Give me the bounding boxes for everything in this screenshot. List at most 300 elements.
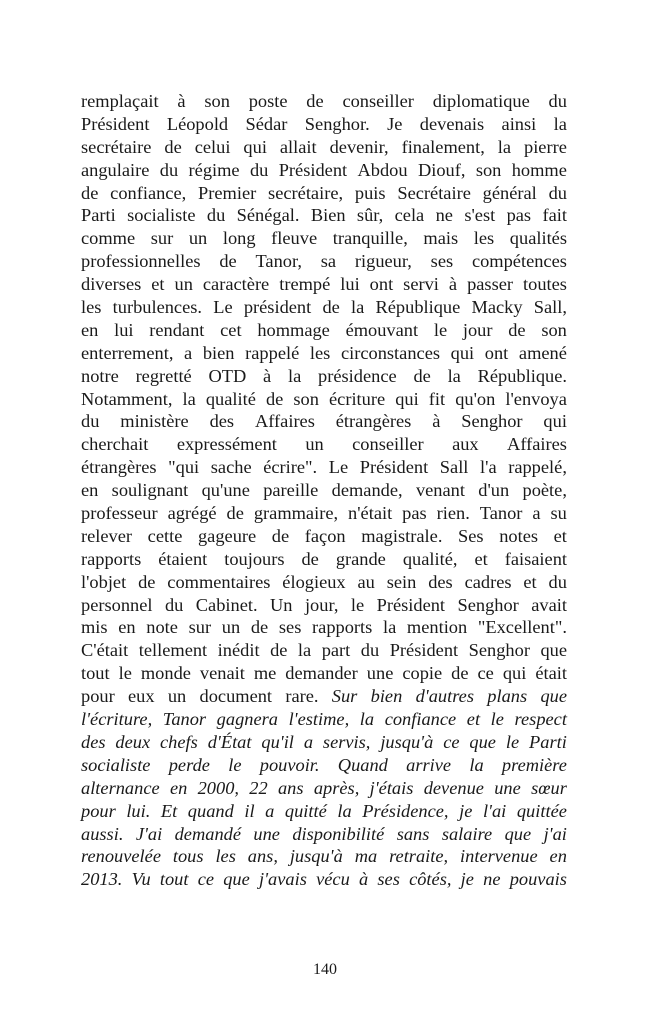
text-word: alternance xyxy=(81,777,160,798)
text-line xyxy=(81,113,567,136)
text-line xyxy=(81,456,567,479)
text-word: n'était xyxy=(348,503,393,524)
text-word: à xyxy=(177,91,186,111)
text-word: la xyxy=(297,640,312,661)
text-word: le xyxy=(350,594,365,615)
text-word: cette xyxy=(147,525,183,546)
text-word: de xyxy=(226,503,244,524)
text-line xyxy=(81,250,567,273)
text-word: pierre xyxy=(524,136,567,157)
text-word: du xyxy=(360,640,380,661)
text-line xyxy=(81,571,567,594)
text-word: du xyxy=(548,91,567,111)
text-word: long xyxy=(222,228,256,249)
text-word: mais xyxy=(423,228,459,249)
text-word: a xyxy=(303,731,314,752)
text-word: compétences xyxy=(471,251,567,272)
text-word: le xyxy=(433,319,448,340)
text-word: tout xyxy=(81,663,110,684)
text-word: l'ai xyxy=(482,800,507,821)
text-word: grande xyxy=(335,548,386,569)
text-word: Président xyxy=(376,594,446,615)
text-word: de xyxy=(265,388,284,409)
text-word: rappelé, xyxy=(508,457,567,478)
text-word: remplaçait xyxy=(81,91,159,111)
text-word: jusqu'à xyxy=(289,846,343,867)
text-word: que xyxy=(223,869,250,890)
text-word: la xyxy=(497,136,512,157)
text-word: Tanor xyxy=(479,503,523,524)
text-word: servis, xyxy=(322,731,371,752)
text-word: son xyxy=(541,319,567,340)
text-word: ce xyxy=(443,731,460,752)
text-word: confiance, xyxy=(110,182,187,203)
text-word: je xyxy=(460,869,474,890)
text-word: rendant xyxy=(149,319,205,340)
text-word: Président xyxy=(81,113,150,134)
text-word: j'étais xyxy=(369,777,414,798)
text-word: Sall xyxy=(439,457,469,478)
text-word: un xyxy=(305,434,324,455)
text-word: "Excellent". xyxy=(477,617,567,638)
text-word: part xyxy=(321,640,351,661)
text-word: ses xyxy=(430,251,454,272)
text-word: allait xyxy=(279,136,317,157)
text-word: devenir, xyxy=(329,136,389,157)
text-word: demande, xyxy=(331,480,403,501)
text-word: tout xyxy=(159,869,189,890)
text-word: du xyxy=(81,411,100,432)
text-word: République xyxy=(375,297,461,318)
text-word: celui xyxy=(194,136,231,157)
text-word: a xyxy=(184,342,193,363)
text-word: Le xyxy=(328,457,349,478)
text-word: sa xyxy=(320,251,337,272)
text-line xyxy=(81,296,567,319)
text-word: angulaire xyxy=(81,159,150,180)
text-line xyxy=(81,639,567,662)
text-word: étaient xyxy=(158,548,208,569)
text-word: en xyxy=(118,617,136,638)
text-word: lui xyxy=(340,274,360,295)
text-word: Affaires xyxy=(507,434,567,455)
text-word: passer xyxy=(467,274,514,295)
text-word: quittée xyxy=(516,800,567,821)
text-word: faisaient xyxy=(504,548,567,569)
text-word: le xyxy=(118,663,132,684)
text-word: le xyxy=(505,731,520,752)
text-line xyxy=(81,159,567,182)
text-line xyxy=(81,777,567,800)
text-word: ministère xyxy=(120,411,189,432)
text-word: était xyxy=(535,663,567,684)
text-word: gageure xyxy=(197,525,257,546)
text-word: cadres xyxy=(464,571,512,592)
text-line xyxy=(81,868,567,891)
text-word: diverses xyxy=(81,274,142,295)
text-word: la xyxy=(337,800,352,821)
text-word: professeur xyxy=(81,503,158,524)
text-word-italic: plans xyxy=(487,686,528,707)
text-word: de xyxy=(138,571,156,592)
text-word: écrire". xyxy=(263,457,318,478)
text-word: j'ai xyxy=(543,823,567,844)
text-word: fleuve xyxy=(271,228,318,249)
text-word: Bien xyxy=(310,205,346,226)
text-line xyxy=(81,479,567,502)
text-word: pas xyxy=(402,503,427,524)
text-word: de xyxy=(271,525,290,546)
text-word: demander xyxy=(285,663,358,684)
text-word: pas xyxy=(506,205,532,226)
text-word: élogieux xyxy=(282,571,346,592)
text-word: pareille xyxy=(263,480,319,501)
text-word: sœur xyxy=(531,777,567,798)
text-line xyxy=(81,548,567,571)
text-word: comme xyxy=(81,228,136,249)
text-word: socialiste xyxy=(127,205,196,226)
text-word: qui xyxy=(543,411,567,432)
text-word: enterrement, xyxy=(81,342,174,363)
text-word: cherchait xyxy=(81,434,149,455)
text-word: d'un xyxy=(478,480,510,501)
text-word: Sédar xyxy=(245,113,288,134)
text-word-italic: d'autres xyxy=(415,686,475,707)
text-line xyxy=(81,823,567,846)
text-word: la xyxy=(447,365,461,386)
text-line xyxy=(81,319,567,342)
text-word: note xyxy=(146,617,178,638)
text-word: Cabinet. xyxy=(195,594,258,615)
text-word: Diouf, xyxy=(417,159,466,180)
text-word: Ses xyxy=(458,525,484,546)
text-word: Sall, xyxy=(533,297,567,318)
text-word: l'a xyxy=(480,457,497,478)
text-word: l'envoya xyxy=(505,388,567,409)
text-word: du xyxy=(164,594,184,615)
text-word: fit xyxy=(428,388,446,409)
text-word: s'est xyxy=(464,205,496,226)
text-word: professionnelles xyxy=(81,251,201,272)
text-word: disponibilité xyxy=(292,823,385,844)
body-text xyxy=(81,90,567,891)
text-word: Senghor xyxy=(457,594,519,615)
text-word: l'écriture, xyxy=(81,709,153,730)
text-word: ses xyxy=(278,617,302,638)
text-word: J'ai xyxy=(135,823,163,844)
text-word: écriture xyxy=(329,388,386,409)
text-line xyxy=(81,754,567,777)
text-word: rigueur, xyxy=(354,251,412,272)
text-word: trempé xyxy=(279,274,331,295)
text-word: vécu xyxy=(316,869,350,890)
text-word: deux xyxy=(115,731,151,752)
text-word: en xyxy=(81,480,99,501)
text-word: conseiller xyxy=(352,434,424,455)
text-line xyxy=(81,685,567,708)
text-word: lui. xyxy=(126,800,151,821)
text-word: su xyxy=(550,503,567,524)
text-word: la xyxy=(182,388,196,409)
text-word: je xyxy=(459,800,473,821)
text-word: des xyxy=(428,571,453,592)
text-word: ont xyxy=(369,274,394,295)
text-word: C'était xyxy=(81,640,129,661)
text-word: qu'une xyxy=(201,480,250,501)
text-word: de xyxy=(250,617,269,638)
text-word: sûr, xyxy=(356,205,384,226)
text-word: hommage xyxy=(257,319,330,340)
text-word: son xyxy=(293,388,319,409)
text-word: magistrale. xyxy=(361,525,443,546)
text-word: il xyxy=(244,800,255,821)
text-word: ce xyxy=(477,663,494,684)
text-word: intervenue xyxy=(460,846,538,867)
text-line xyxy=(81,204,567,227)
text-word: circonstances xyxy=(340,342,441,363)
text-word: Vu xyxy=(131,869,151,890)
text-word: qui xyxy=(395,388,419,409)
text-word: rien. xyxy=(436,503,470,524)
text-line xyxy=(81,708,567,731)
text-word: une xyxy=(253,823,280,844)
text-word: Senghor. xyxy=(304,113,370,134)
text-word: chefs xyxy=(160,731,198,752)
text-word: l'objet xyxy=(81,571,127,592)
text-word: Le xyxy=(213,297,233,318)
text-line xyxy=(81,365,567,388)
text-word: une xyxy=(366,663,394,684)
text-word: me xyxy=(253,663,277,684)
text-word: copie xyxy=(402,663,443,684)
text-line xyxy=(81,273,567,296)
text-word: secrétaire, xyxy=(268,182,344,203)
text-word: caractère xyxy=(202,274,270,295)
text-word: eux xyxy=(128,686,155,707)
text-word: notre xyxy=(81,365,119,386)
text-word: ma xyxy=(354,846,378,867)
text-word: une xyxy=(494,777,521,798)
text-word: avait xyxy=(531,594,567,615)
text-word: Un xyxy=(270,594,293,615)
text-word: pouvais xyxy=(509,869,567,890)
text-word: socialiste xyxy=(81,754,151,775)
text-word: des xyxy=(209,411,235,432)
text-word: Présidence, xyxy=(362,800,449,821)
text-word: du xyxy=(159,159,179,180)
text-word: rapports xyxy=(312,617,373,638)
text-line xyxy=(81,388,567,411)
text-word: Sénégal. xyxy=(236,205,300,226)
text-word: du xyxy=(548,182,567,203)
text-word: Parti xyxy=(529,731,567,752)
text-word: Président xyxy=(389,640,459,661)
text-word: toujours xyxy=(224,548,285,569)
text-word: la xyxy=(287,365,302,386)
text-word: côtés, xyxy=(409,869,452,890)
text-word: qu'il xyxy=(261,731,294,752)
text-word: monde xyxy=(140,663,191,684)
page-number: 140 xyxy=(313,961,337,978)
text-word: de xyxy=(508,319,526,340)
text-word: cela xyxy=(394,205,425,226)
text-word: République. xyxy=(477,365,567,386)
text-word: j'avais xyxy=(259,869,307,890)
text-word: cet xyxy=(220,319,242,340)
text-word: Notamment, xyxy=(81,388,173,409)
text-line xyxy=(81,410,567,433)
text-word: Abdou xyxy=(357,159,408,180)
text-word: et xyxy=(151,274,165,295)
text-word: de xyxy=(81,182,99,203)
text-line xyxy=(81,136,567,159)
text-word: arrive xyxy=(406,754,452,775)
text-word: rare. xyxy=(285,686,319,707)
text-word: d'État xyxy=(207,731,252,752)
text-word-italic: Sur xyxy=(331,686,358,707)
text-word: la xyxy=(359,709,375,730)
text-word: quitté xyxy=(284,800,327,821)
text-word: Président xyxy=(359,457,429,478)
text-word: Je xyxy=(387,113,403,134)
text-word: aussi. xyxy=(81,823,124,844)
text-word: commentaires xyxy=(167,571,271,592)
text-word: le xyxy=(490,709,504,730)
text-word: les xyxy=(215,846,236,867)
text-word: de xyxy=(322,297,340,318)
text-word: bien xyxy=(202,342,235,363)
text-word: a xyxy=(532,503,541,524)
text-word: en xyxy=(169,777,188,798)
text-word: un xyxy=(174,274,193,295)
text-word: sur xyxy=(188,617,212,638)
text-word: diplomatique xyxy=(432,91,530,111)
text-word: première xyxy=(501,754,567,775)
text-word-italic: que xyxy=(540,686,567,707)
text-word: et xyxy=(474,548,488,569)
text-word: gagnera xyxy=(216,709,278,730)
text-word: un xyxy=(167,686,187,707)
text-word: puis xyxy=(354,182,386,203)
text-word: qu'on xyxy=(455,388,496,409)
text-word: la xyxy=(382,617,397,638)
text-word: ont xyxy=(484,342,509,363)
text-word: pouvoir. xyxy=(259,754,320,775)
text-word: la xyxy=(351,297,365,318)
text-word: qualités xyxy=(509,228,567,249)
text-word: devenais xyxy=(419,113,485,134)
text-word: pour xyxy=(81,800,116,821)
text-line xyxy=(81,342,567,365)
text-word: Macky xyxy=(471,297,523,318)
text-word: inédit xyxy=(217,640,260,661)
text-word: général xyxy=(482,182,537,203)
text-word: qualité, xyxy=(402,548,458,569)
text-word: poète, xyxy=(522,480,567,501)
text-word: jusqu'à xyxy=(380,731,434,752)
text-word: ce xyxy=(197,869,215,890)
text-word: en xyxy=(81,319,99,340)
text-word: président xyxy=(243,297,312,318)
text-word: après, xyxy=(313,777,360,798)
text-word: en xyxy=(549,846,567,867)
text-word: amené xyxy=(518,342,567,363)
text-word: les xyxy=(81,297,102,318)
text-word: à xyxy=(448,274,458,295)
text-word: la xyxy=(553,113,567,134)
text-word: de xyxy=(301,548,319,569)
text-word: agrégé xyxy=(167,503,217,524)
text-word: les xyxy=(309,342,331,363)
text-word: document xyxy=(199,686,273,707)
text-word: de xyxy=(451,663,469,684)
text-line xyxy=(81,90,567,113)
text-line xyxy=(81,662,567,685)
text-word: à xyxy=(358,869,369,890)
text-word: fait xyxy=(542,205,567,226)
text-line xyxy=(81,800,567,823)
text-word: un xyxy=(221,617,241,638)
text-line xyxy=(81,433,567,456)
text-word: Senghor xyxy=(468,640,530,661)
text-word: au xyxy=(357,571,375,592)
text-word: 2013. xyxy=(81,869,123,890)
text-word: étrangères xyxy=(335,411,412,432)
text-word: sache xyxy=(210,457,252,478)
text-word: quand xyxy=(187,800,234,821)
text-word: ses xyxy=(377,869,400,890)
text-word: Premier xyxy=(198,182,257,203)
text-word: son xyxy=(475,159,502,180)
text-word: ans, xyxy=(247,846,278,867)
text-word: notes xyxy=(499,525,539,546)
text-word: Et xyxy=(160,800,178,821)
text-word: que xyxy=(504,823,532,844)
text-word: que xyxy=(540,640,567,661)
text-word: pour xyxy=(81,686,115,707)
text-word: jour, xyxy=(304,594,339,615)
text-word: qui xyxy=(450,342,475,363)
text-line xyxy=(81,525,567,548)
text-word: turbulences. xyxy=(112,297,203,318)
text-word: Senghor xyxy=(461,411,523,432)
text-word: poste xyxy=(248,91,288,111)
text-word: ainsi xyxy=(501,113,537,134)
text-word: Tanor xyxy=(162,709,207,730)
text-word: qualité xyxy=(205,388,256,409)
text-word: présidence xyxy=(318,365,397,386)
text-word: un xyxy=(188,228,208,249)
text-word: du xyxy=(548,571,567,592)
text-word: soulignant xyxy=(111,480,189,501)
text-word: aux xyxy=(452,434,479,455)
text-word: de xyxy=(219,251,237,272)
text-word: a xyxy=(265,800,275,821)
text-word: personnel xyxy=(81,594,153,615)
text-word: régime xyxy=(188,159,240,180)
text-word: et xyxy=(466,709,481,730)
text-word: et xyxy=(553,525,567,546)
text-word: ans xyxy=(277,777,304,798)
text-line xyxy=(81,845,567,868)
text-word: salaire xyxy=(441,823,493,844)
text-word: demandé xyxy=(174,823,241,844)
text-word: regretté xyxy=(135,365,192,386)
text-line xyxy=(81,182,567,205)
text-word: "qui xyxy=(168,457,200,478)
text-word: Secrétaire xyxy=(397,182,471,203)
text-word: qui xyxy=(243,136,267,157)
